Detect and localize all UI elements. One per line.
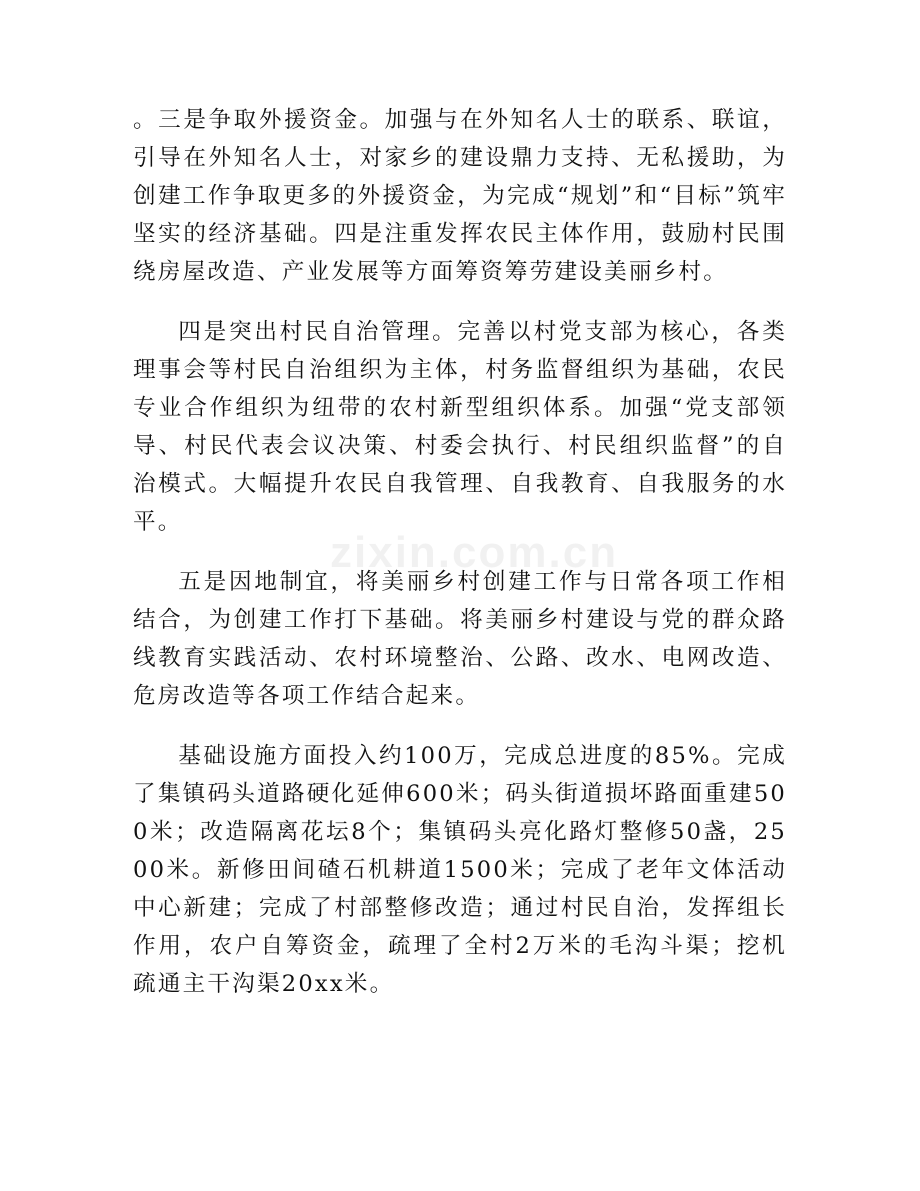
watermark: zixin.com.cn bbox=[330, 528, 619, 577]
paragraph-foreign-aid: 。三是争取外援资金。加强与在外知名人士的联系、联谊，引导在外知名人士，对家乡的建设鼎力支持、无私援助，为创建工作争取更多的外援资金，为完成“规划”和“目标”筑牢坚实的经济基础。四是注重发挥农民主体作用，鼓励村民围绕房屋改造、产业发展等方面筹资筹劳建设美丽乡村。 bbox=[133, 107, 787, 285]
document-body bbox=[133, 101, 787, 1025]
paragraph-self-governance: 四是突出村民自治管理。完善以村党支部为核心，各类理事会等村民自治组织为主体，村务监督组织为基础，农民专业合作组织为纽带的农村新型组织体系。加强“党支部领导、村民代表会议决策、村委会执行、村民组织监督”的自治模式。大幅提升农民自我管理、自我教育、自我服务的水平。 bbox=[133, 319, 787, 535]
paragraph-infrastructure: 基础设施方面投入约100万，完成总进度的85%。完成了集镇码头道路硬化延伸600米；码头街道损坏路面重建500米；改造隔离花坛8个；集镇码头亮化路灯整修50盏，2500米。新修田间碴石机耕道1500米；完成了老年文体活动中心新建；完成了村部整修改造；通过村民自治，发挥组长作用，农户自筹资金，疏理了全村2万米的毛沟斗渠；挖机疏通主干沟渠20xx米。 bbox=[133, 743, 787, 997]
paragraph-local-conditions: 五是因地制宜，将美丽乡村创建工作与日常各项工作相结合，为创建工作打下基础。将美丽乡村建设与党的群众路线教育实践活动、农村环境整治、公路、改水、电网改造、危房改造等各项工作结合起来。 bbox=[133, 569, 787, 709]
